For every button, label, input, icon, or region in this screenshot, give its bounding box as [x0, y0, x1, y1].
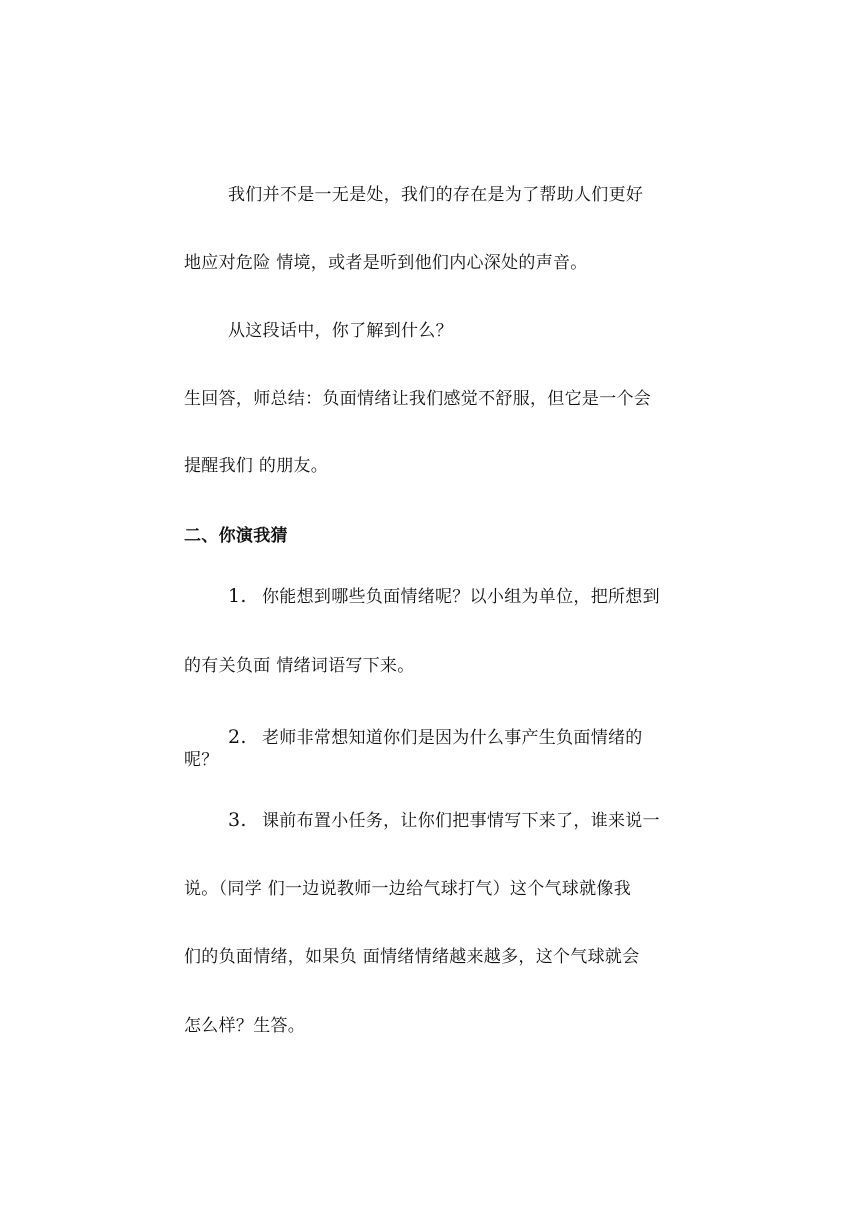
- item-3-text: 课前布置小任务，让你们把事情写下来了，谁来说一: [262, 811, 660, 831]
- item-1-number: 1.: [228, 585, 247, 607]
- paragraph-2-line-1: 从这段话中，你了解到什么？: [228, 321, 453, 341]
- item-2-number: 2.: [228, 726, 247, 748]
- paragraph-3-line-1: 生回答，师总结：负面情绪让我们感觉不舒服，但它是一个会: [184, 389, 652, 409]
- paragraph-1-line-2: 地应对危险 情境，或者是听到他们内心深处的声音。: [184, 253, 588, 273]
- item-3-line-1: [228, 810, 684, 831]
- item-3-line-2: 说。（同学 们一边说教师一边给气球打气）这个气球就像我: [184, 879, 632, 899]
- item-2-line-1: [228, 727, 684, 748]
- section-heading: 二、你演我猜: [184, 526, 288, 546]
- item-2-text: 老师非常想知道你们是因为什么事产生负面情绪的: [262, 728, 643, 748]
- item-3-number: 3.: [228, 809, 247, 831]
- paragraph-1-line-1: 我们并不是一无是处，我们的存在是为了帮助人们更好: [228, 185, 644, 205]
- item-3-line-4: 怎么样？生答。: [184, 1016, 306, 1036]
- paragraph-3-line-2: 提醒我们 的朋友。: [184, 456, 329, 476]
- item-1-line-2: 的有关负面 情绪词语写下来。: [184, 656, 415, 676]
- item-2-line-2: 呢？: [184, 750, 219, 770]
- item-1-text: 你能想到哪些负面情绪呢？以小组为单位，把所想到: [262, 587, 660, 607]
- item-3-line-3: 们的负面情绪，如果负 面情绪情绪越来越多，这个气球就会: [184, 947, 640, 967]
- item-1-line-1: [228, 586, 684, 607]
